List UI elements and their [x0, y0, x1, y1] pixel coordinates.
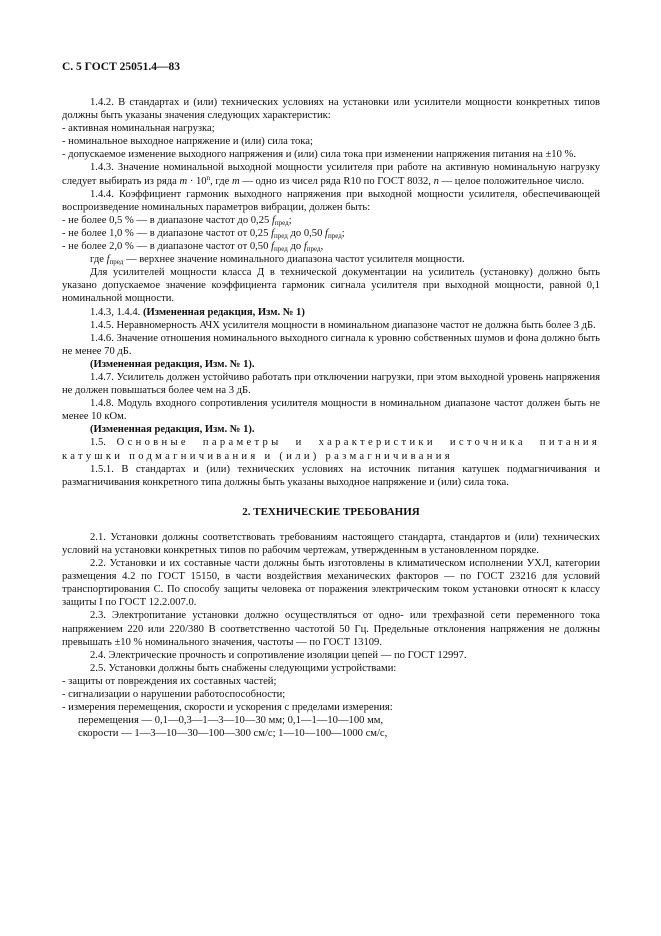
clause-1-4-6: 1.4.6. Значение отношения номинального выходного сигнала к уровню собственных шумов и фона должно быть не менее 70 дБ.	[62, 332, 600, 357]
clause-1-4-5: 1.4.5. Неравномерность АЧХ усилителя мощности в номинальном диапазоне частот не должна быть более 3 дБ.	[90, 319, 596, 331]
list-item: - не более 2,0 % — в диапазоне частот от 0,50 $f_{пред}$ до $f_{пред}$,	[62, 241, 324, 254]
document-body	[62, 96, 600, 740]
list-item: - сигнализации о нарушении работоспособности;	[62, 689, 286, 701]
clause-1-4-3: 1.4.3. Значение номинальной выходной мощности усилителя при работе на активную номинальную нагрузку следует выбирать из ряда $m \cdot 10^n$, где m — одно из чисел ряда R10 по ГОСТ 8032, n — целое положительное число.	[62, 162, 600, 187]
clause-1-4-2: 1.4.2. В стандартах и (или) технических условиях на установки или усилители мощности конкретных типов должны быть указаны значения следующих характеристик:	[62, 97, 600, 122]
clause-2-2: 2.2. Установки и их составные части должны быть изготовлены в климатическом исполнении УХЛ, категории размещения 4.2 по ГОСТ 15150, в части воздействия механических факторов — по ГОСТ 23216 для условий транспортирования С. По способу защиты человека от поражения электрическим током установки относят к классу защиты I по ГОСТ 12.2.007.0.	[62, 558, 600, 609]
section-title: 2. ТЕХНИЧЕСКИЕ ТРЕБОВАНИЯ	[242, 505, 420, 518]
list-item: - не более 1,0 % — в диапазоне частот от 0,25 $f_{пред}$ до 0,50 $f_{пред}$;	[62, 227, 345, 240]
list-item: - не более 0,5 % — в диапазоне частот до 0,25 $f_{пред}$;	[62, 214, 292, 227]
clause-2-1: 2.1. Установки должны соответствовать требованиям настоящего стандарта, стандартов и (или) технических условий на установки конкретных типов по рабочим чертежам, утвержденным в установленном порядке.	[62, 531, 600, 556]
measurement-range-speed: скорости — 1—3—10—30—100—300 см/с; 1—10—100—1000 см/с,	[78, 728, 388, 740]
clause-2-5: 2.5. Установки должны быть снабжены следующими устройствами:	[90, 662, 397, 674]
clause-1-4-8: 1.4.8. Модуль входного сопротивления усилителя мощности в номинальном диапазоне частот должен быть не менее 10 кОм.	[62, 398, 600, 423]
clause-2-4: 2.4. Электрические прочность и сопротивление изоляции цепей — по ГОСТ 12997.	[90, 649, 467, 661]
list-item: - защиты от повреждения их составных частей;	[62, 675, 277, 687]
list-item: - измерения перемещения, скорости и ускорения с пределами измерения:	[62, 702, 393, 714]
clause-2-3: 2.3. Электропитание установки должно осуществляться от одно- или трехфазной сети переменного тока напряжением 220 или 220/380 В соответственно частотой 50 Гц. Предельные отклонения напряжения не должны превышать ±10 % номинального значения, частоты — по ГОСТ 13109.	[62, 610, 600, 648]
list-item: - активная номинальная нагрузка;	[62, 123, 215, 135]
measurement-range-move: перемещения — 0,1—0,3—1—3—10—30 мм; 0,1—1—10—100 мм,	[78, 715, 384, 727]
clause-1-5-1: 1.5.1. В стандартах и (или) технических условиях на источник питания катушек подмагничивания и размагничивания конкретного типа должны быть указаны выходное напряжение и (или) сила тока.	[62, 463, 600, 488]
clause-1-4-7: 1.4.7. Усилитель должен устойчиво работать при отключении нагрузки, при этом выходной уровень напряжения не должен повышаться более чем на 3 дБ.	[62, 371, 600, 397]
amendment-note: 1.4.3, 1.4.4. (Измененная редакция, Изм. № 1)	[90, 306, 305, 318]
class-d-paragraph: Для усилителей мощности класса Д в технической документации на усилитель (установку) должно быть указано допускаемое значение коэффициента гармоник сигнала усилителя при выходной мощности, равной 0,1 номинальной мощности.	[62, 267, 600, 305]
amendment-note: (Измененная редакция, Изм. № 1).	[90, 424, 255, 436]
list-item: - номинальное выходное напряжение и (или) сила тока;	[62, 136, 313, 148]
clause-1-5-heading: 1.5. Основные параметры и характеристики источника питания катушки подмагничивания и (или) размагничивания	[62, 437, 600, 462]
page-header: С. 5 ГОСТ 25051.4—83	[62, 61, 181, 73]
where-definition: где $f_{пред}$ — верхнее значение номинального диапазона частот усилителя мощности.	[90, 254, 465, 267]
clause-1-4-4: 1.4.4. Коэффициент гармоник выходного напряжения при выходной мощности усилителя, обеспечивающей воспроизведение номинальных параметров вибрации, должен быть:	[62, 188, 600, 213]
amendment-note: (Измененная редакция, Изм. № 1).	[90, 358, 255, 370]
list-item: - допускаемое изменение выходного напряжения и (или) сила тока при изменении напряжения питания на ±10 %.	[62, 149, 576, 161]
